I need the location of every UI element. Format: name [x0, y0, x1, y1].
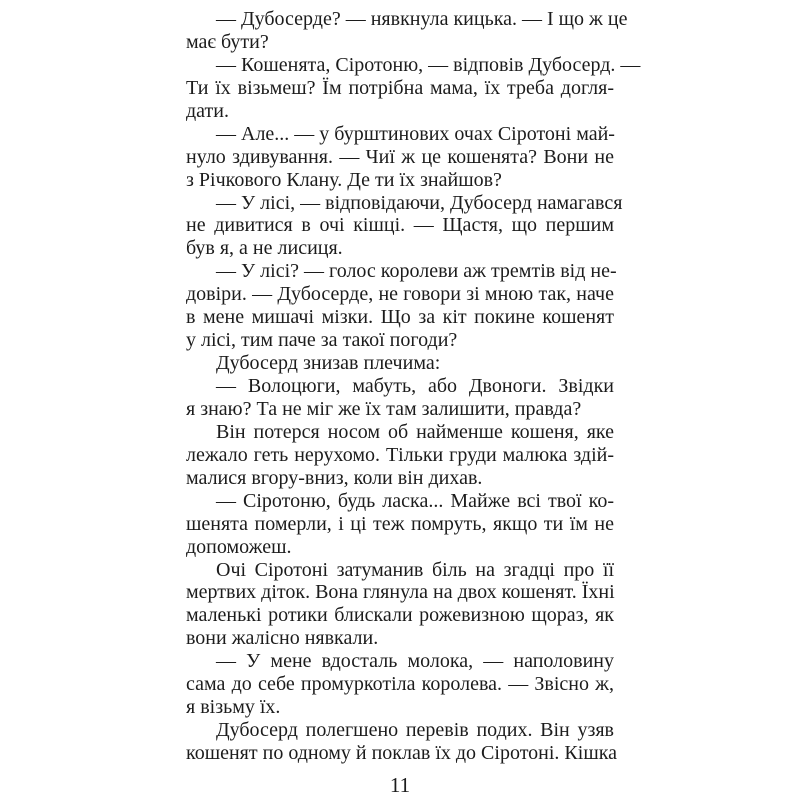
text-line: Ти їх візьмеш? Їм потрібна мама, їх треба догля-	[186, 76, 614, 99]
text-line: — Але... — у бурштинових очах Сіротоні май-	[216, 122, 615, 145]
text-line: з Річкового Клану. Де ти їх знайшов?	[186, 168, 502, 191]
text-line: — Кошенята, Сіротоню, — відповів Дубосерд. —	[216, 53, 641, 76]
text-line: лежало геть нерухомо. Тільки груди малюка здій-	[186, 443, 614, 466]
text-line: малися вгору-вниз, коли він дихав.	[186, 466, 483, 489]
text-line: Дубосерд полегшено перевів подих. Він узяв	[216, 719, 614, 742]
text-line: я візьму їх.	[186, 696, 281, 719]
text-line: — Волоцюги, мабуть, або Двоноги. Звідки	[216, 375, 614, 397]
text-line: кошенят по одному й поклав їх до Сіротоні. Кішка	[186, 742, 618, 764]
text-line: у лісі, тим паче за такої погоди?	[186, 329, 458, 352]
text-line: в мене мишачі мізки. Що за кіт покине кошенят	[186, 306, 614, 329]
text-line: допоможеш.	[186, 535, 292, 558]
text-line: шенята померли, і ці теж помруть, якщо ти їм не	[186, 512, 614, 535]
text-line: має бути?	[186, 30, 269, 53]
text-line: довіри. — Дубосерде, не говори зі мною так, наче	[186, 283, 614, 306]
text-line: Дубосерд знизав плечима:	[216, 352, 441, 375]
text-line: мертвих діток. Вона глянула на двох кошенят. Їхні	[186, 581, 615, 604]
text-line: не дивитися в очі кішці. — Щастя, що першим	[186, 214, 614, 237]
text-line: — Сіротоню, будь ласка... Майже всі твої ко-	[216, 489, 614, 512]
text-line: був я, а не лисиця.	[186, 237, 343, 260]
text-line: Він потерся носом об найменше кошеня, яке	[216, 420, 614, 443]
text-line: маленькі ротики блискали рожевизною щораз, як	[186, 604, 614, 627]
text-line: — Дубосерде? — нявкнула кицька. — І що ж це	[216, 8, 628, 30]
page-number: 11	[389, 773, 411, 797]
text-line: Очі Сіротоні затуманив біль на згадці про її	[216, 558, 614, 581]
text-line: — У мене вдосталь молока, — наполовину	[216, 650, 614, 673]
text-line: дати.	[186, 99, 229, 122]
text-line: я знаю? Та не міг же їх там залишити, правда?	[186, 397, 582, 420]
text-line: — У лісі, — відповідаючи, Дубосерд намагався	[216, 191, 623, 214]
text-line: вони жалісно нявкали.	[186, 627, 379, 650]
text-line: нуло здивування. — Чиї ж це кошенята? Вони не	[186, 145, 614, 168]
text-line: сама до себе промуркотіла королева. — Звісно ж,	[186, 673, 614, 696]
text-line: — У лісі? — голос королеви аж тремтів від не-	[216, 260, 617, 283]
